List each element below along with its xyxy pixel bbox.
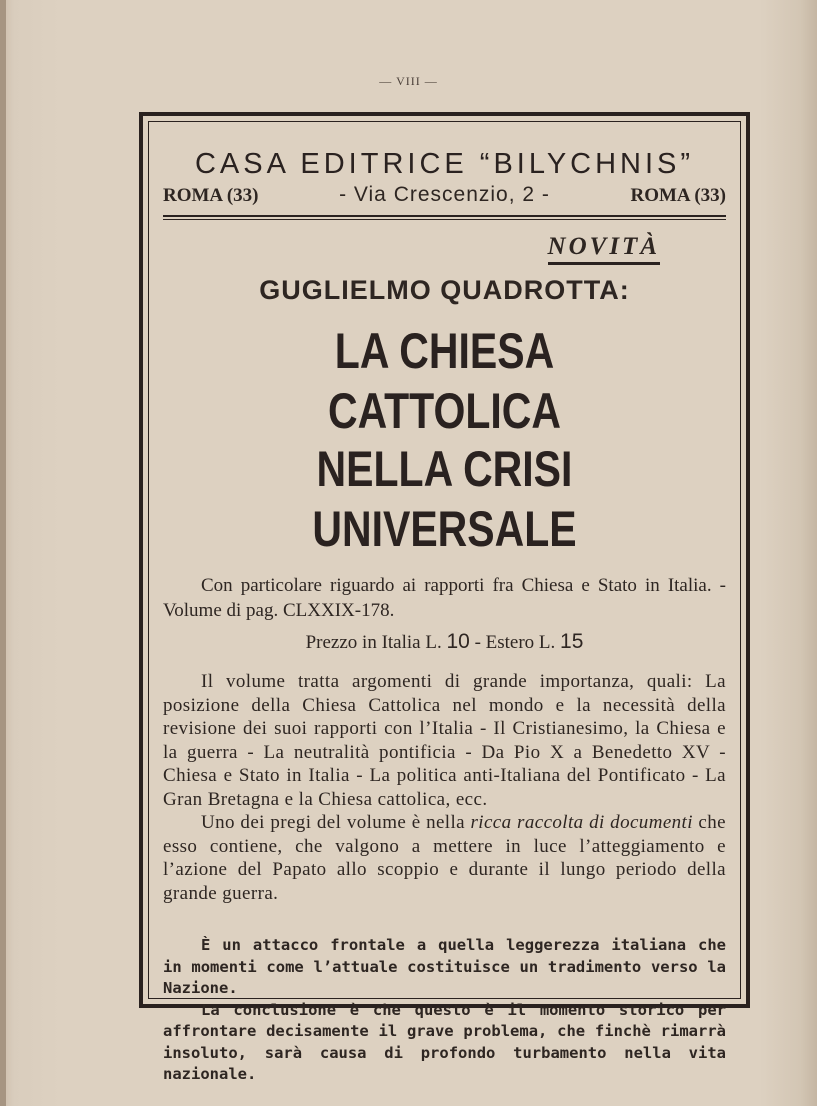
closing-paragraph-2: La conclusione è che questo è il momento storico per affrontare decisamente il grave problema, che finchè rimarrà insoluto, sarà causa di profondo turbamento nella vita nazionale.: [163, 1000, 726, 1083]
summary-paragraph-2: [163, 811, 726, 905]
page-number: — VIII —: [379, 74, 438, 88]
header-rule: [163, 215, 726, 217]
new-release-label: NOVITÀ: [548, 232, 660, 265]
publisher-address: [163, 182, 726, 209]
page-count: CLXXIX-178.: [282, 600, 395, 621]
new-release-label-wrap: [163, 232, 726, 265]
street-address: - Via Crescenzio, 2 -: [339, 183, 550, 206]
book-author: GUGLIELMO QUADROTTA:: [259, 275, 630, 305]
price-abroad-label: - Estero L.: [474, 632, 556, 653]
header-rule-thin: [163, 219, 726, 220]
city-left: ROMA (33): [163, 185, 259, 206]
summary-paragraph-2-end: che esso contiene, che valgono a mettere in luce l’atteggiamento e l’azione del Papato allo scoppio e durante il lungo periodo della grande guerra.: [163, 812, 726, 904]
book-title-line-1: LA CHIESA CATTOLICA: [327, 323, 562, 439]
price-abroad-value: 15: [560, 630, 584, 653]
price-line: [163, 629, 726, 656]
summary-paragraph-1-text: Il volume tratta argomenti di grande importanza, quali: La posizione della Chiesa Cattolica nel mondo e la necessità della revisione dei suoi rapporti con l’Italia - Il Cristianesimo, la Chiesa e la guerra - La neutralità pontificia - Da Pio X a Benedetto XV - Chiesa e Stato in Italia - La politica anti-Italiana del Pontificato - La Gran Bretagna e la Chiesa cattolica, ecc.: [163, 671, 726, 810]
book-description: [163, 573, 726, 623]
summary-paragraph-2-italic: ricca raccolta di documenti: [470, 812, 693, 833]
book-summary: [163, 670, 726, 905]
city-right: ROMA (33): [630, 185, 726, 206]
summary-paragraph-2-start: Uno dei pregi del volume è nella: [201, 812, 471, 833]
closing-statement: [163, 935, 726, 1086]
closing-paragraph-1: È un attacco frontale a quella leggerezza italiana che in momenti come l’attuale costituisce un tradimento verso la Nazione.: [163, 936, 726, 997]
price-italy-value: 10: [446, 630, 470, 653]
book-gutter: [0, 0, 6, 1106]
price-italy-label: Prezzo in Italia L.: [305, 632, 442, 653]
publisher-name: CASA EDITRICE “BILYCHNIS”: [194, 148, 695, 180]
description-text: Con particolare riguardo ai rapporti fra Chiesa e Stato in Italia. - Volume di pag.: [163, 575, 726, 621]
book-title-line-2: NELLA CRISI UNIVERSALE: [312, 441, 577, 557]
summary-paragraph-1: [163, 670, 726, 811]
advertisement: [163, 128, 726, 1086]
